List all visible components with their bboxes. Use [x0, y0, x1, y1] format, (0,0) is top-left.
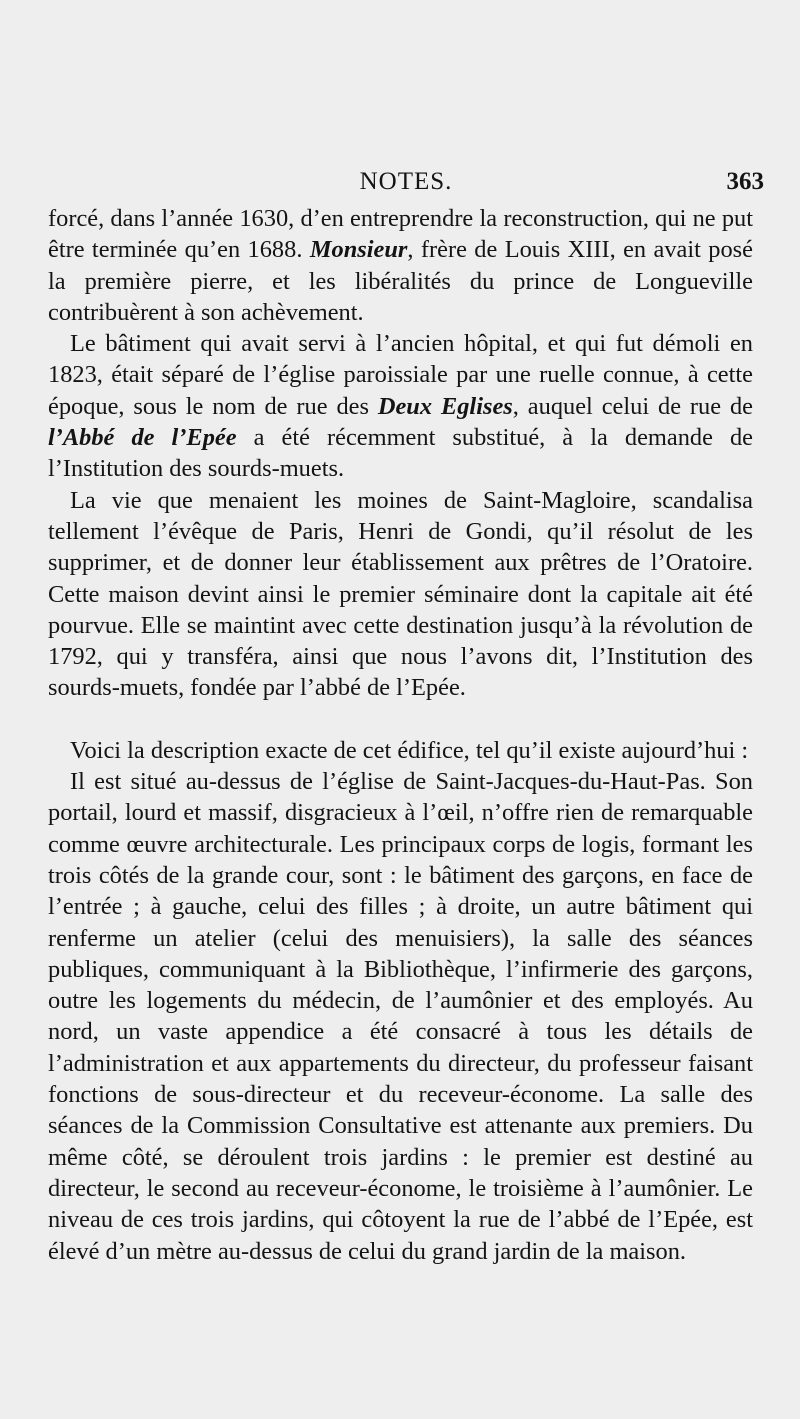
emphasized-text: l’Abbé de l’Epée [48, 424, 237, 452]
running-title: NOTES. [359, 168, 453, 195]
page-number: 363 [726, 168, 764, 195]
paragraph [48, 203, 753, 328]
text-segment: a été récemment substitué, à la demande de l’Institution des sourds-muets. [48, 424, 753, 483]
text-segment: Il est situé au-dessus de l’église de Saint-Jacques-du-Haut-Pas. Son portail, lourd et massif, disgracieux à l’œil, n’offre rien de remarquable comme œuvre architecturale. Les principaux corps de logis, formant les trois côtés de la grande cour, sont : le bâtiment des garçons, en face de l’entrée ; à gauche, celui des filles ; à droite, un autre bâtiment qui renferme un atelier (celui des menuisiers), la salle des séances publiques, communiquant à la Bibliothèque, l’infirmerie des garçons, outre les logements du médecin, de l’aumônier et des employés. Au nord, un vaste appendice a été consacré à tous les détails de l’administration et aux appartements du directeur, du professeur faisant fonctions de sous-directeur et du receveur-économe. La salle des séances de la Commission Consultative est attenante aux premiers. Du même côté, se déroulent trois jardins : le premier est destiné au directeur, le second au receveur-économe, le troisième à l’aumônier. Le niveau de ces trois jardins, qui côtoyent la rue de l’abbé de l’Epée, est élevé d’un mètre au-dessus de celui du grand jardin de la maison. [48, 768, 753, 1265]
body-text [48, 203, 753, 1267]
paragraph [48, 485, 753, 704]
paragraph [48, 766, 753, 1267]
emphasized-text: Deux Eglises [377, 392, 513, 420]
text-segment: Voici la description exacte de cet édifice, tel qu’il existe aujourd’hui : [70, 736, 749, 764]
text-segment: , auquel celui de rue de [512, 392, 754, 420]
paragraph [48, 328, 753, 484]
paragraph [48, 735, 753, 766]
page-header [48, 166, 764, 200]
text-segment: Le bâtiment qui avait servi à l’ancien hôpital, et qui fut démoli en 1823, était séparé de l’église paroissiale par une ruelle connue, à cette époque, sous le nom de rue des [48, 330, 753, 420]
emphasized-text: Monsieur [309, 236, 408, 264]
text-segment: , frère de Louis XIII, en avait posé la première pierre, et les libéralités du prince de Longueville contribuèrent à son achèvement. [48, 236, 753, 326]
text-segment: forcé, dans l’année 1630, d’en entreprendre la reconstruction, qui ne put être terminée qu’en 1688. [48, 205, 753, 264]
text-segment: La vie que menaient les moines de Saint-Magloire, scandalisa tellement l’évêque de Paris, Henri de Gondi, qu’il résolut de les supprimer, et de donner leur établissement aux prêtres de l’Oratoire. Cette maison devint ainsi le premier séminaire dont la capitale ait été pourvue. Elle se maintint avec cette destination jusqu’à la révolution de 1792, qui y transféra, ainsi que nous l’avons dit, l’Institution des sourds-muets, fondée par l’abbé de l’Epée. [48, 486, 753, 702]
